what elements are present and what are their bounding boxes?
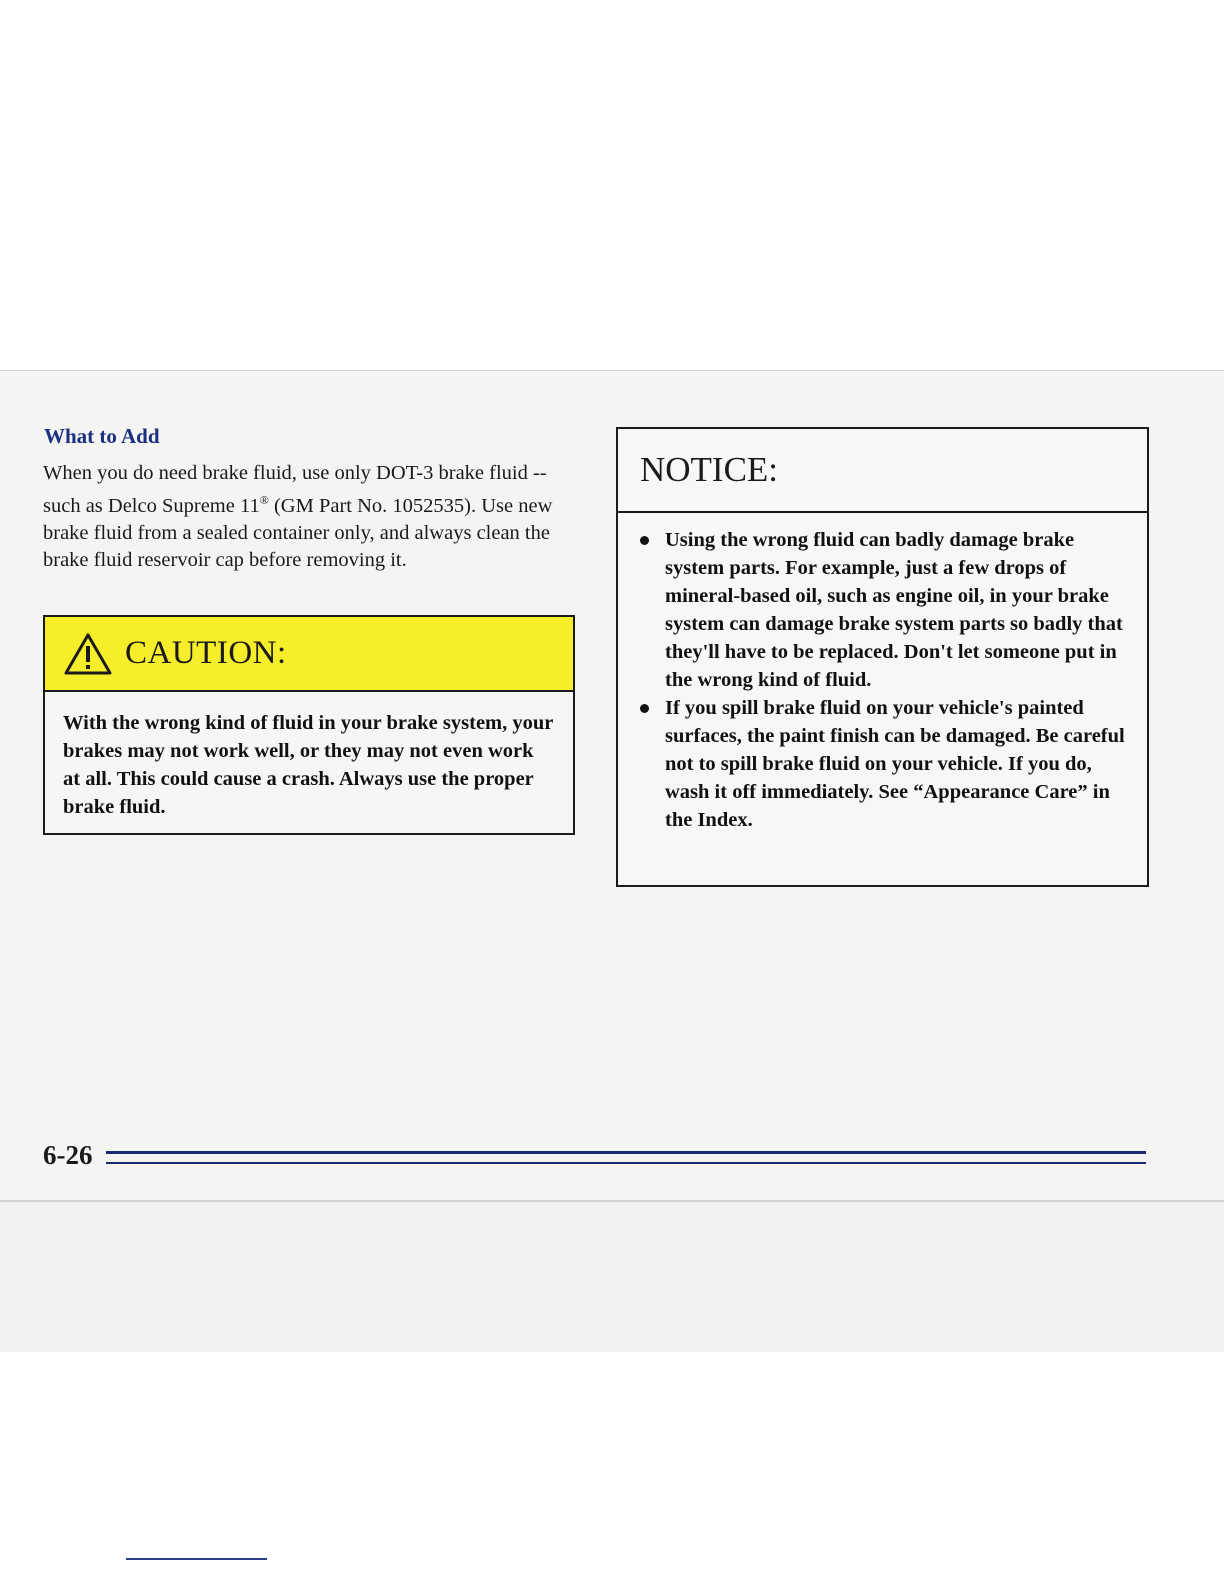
- warning-triangle-icon: [63, 632, 113, 676]
- notice-item-text: If you spill brake fluid on your vehicle's painted surfaces, the paint finish can be damaged. Be careful not to spill brake fluid on your vehicle. If you do, wash it off immediately. See “Appearance Care” in the Index.: [665, 697, 1125, 831]
- notice-list: [618, 513, 1147, 834]
- notice-header: [618, 429, 1147, 513]
- notice-item: [665, 694, 1127, 834]
- intro-text-continued: (GM Part No. 1052535). Use new brake fluid from a sealed container only, and always clean the brake fluid reservoir cap before removing it.: [43, 494, 553, 571]
- footer-rule-secondary: [106, 1162, 1146, 1164]
- intro-text: When you do need brake fluid, use only DOT-3 brake fluid -- such as Delco Supreme 11: [43, 462, 547, 517]
- page-number: 6-26: [43, 1140, 93, 1170]
- caution-body: With the wrong kind of fluid in your brake system, your brakes may not work well, or they may not even work at all. This could cause a crash. Always use the proper brake fluid.: [63, 712, 553, 818]
- section-title: What to Add: [44, 424, 160, 448]
- notice-box: [616, 427, 1149, 887]
- notice-item-text: Using the wrong fluid can badly damage brake system parts. For example, just a few drops of mineral-based oil, such as engine oil, in your brake system can damage brake system parts so badly that they'll have to be replaced. Don't let someone put in the wrong kind of fluid.: [665, 529, 1123, 691]
- notice-title: NOTICE:: [640, 450, 779, 489]
- stray-underline: [126, 1558, 267, 1560]
- caution-box: [43, 615, 575, 835]
- footer-rule: [106, 1151, 1146, 1154]
- caution-title: CAUTION:: [125, 635, 287, 671]
- bullet-icon: [640, 536, 649, 545]
- notice-item: [665, 526, 1127, 694]
- registered-mark: ®: [259, 493, 269, 507]
- bullet-icon: [640, 704, 649, 713]
- page-scan-bottom-band: [0, 1200, 1224, 1352]
- intro-paragraph: [43, 460, 553, 574]
- caution-header: [45, 617, 573, 692]
